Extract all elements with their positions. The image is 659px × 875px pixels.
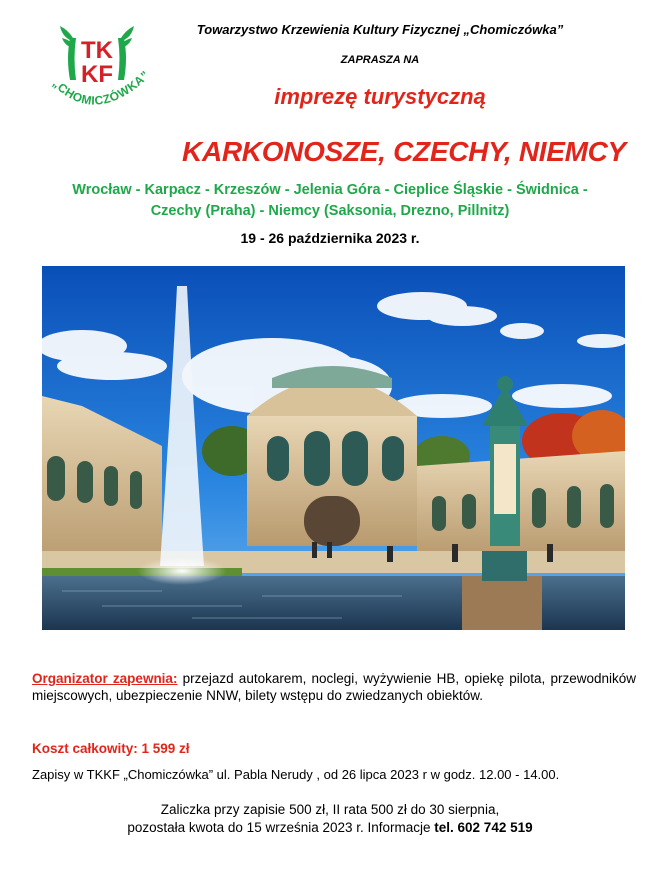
payment-line-2 bbox=[30, 819, 630, 837]
phone-number: tel. 602 742 519 bbox=[434, 820, 533, 835]
route-line-1: Wrocław - Karpacz - Krzeszów - Jelenia Góra - Cieplice Śląskie - Świdnica - bbox=[72, 182, 588, 198]
logo-letters-top: TK bbox=[81, 37, 113, 64]
logo-letters-bottom: KF bbox=[81, 61, 113, 88]
event-type: imprezę turystyczną bbox=[274, 84, 486, 109]
organizer-provides-text: przejazd autokarem, noclegi, wyżywienie HB, opiekę pilota, przewodników miejscowych, ubezpieczenie NNW, bilety wstępu do zwiedzanych obiektów. bbox=[32, 671, 636, 703]
total-cost: Koszt całkowity: 1 599 zł bbox=[32, 741, 190, 756]
organizer-provides-label: Organizator zapewnia: bbox=[32, 671, 178, 686]
route-line-2: Czechy (Praha) - Niemcy (Saksonia, Drezno, Pillnitz) bbox=[150, 203, 510, 219]
invites-label: ZAPRASZA NA bbox=[340, 54, 420, 66]
logo-arc-text: „CHOMICZÓWKA” bbox=[49, 67, 153, 108]
organizer-provides bbox=[32, 670, 636, 704]
payment-line-1: Zaliczka przy zapisie 500 zł, II rata 500 zł do 30 sierpnia, bbox=[160, 802, 500, 817]
payment-line-2-text: pozostała kwota do 15 września 2023 r. Informacje bbox=[127, 820, 435, 835]
signup-info: Zapisy w TKKF „Chomiczówka” ul. Pabla Nerudy , od 26 lipca 2023 r w godz. 12.00 - 14.00. bbox=[32, 767, 560, 782]
payment-info bbox=[30, 801, 630, 837]
organization-name: Towarzystwo Krzewienia Kultury Fizycznej „Chomiczówka” bbox=[196, 22, 564, 37]
route bbox=[30, 180, 630, 222]
zwinger-palace-fountain-photo bbox=[42, 266, 625, 630]
main-title: KARKONOSZE, CZECHY, NIEMCY bbox=[182, 136, 626, 167]
tkkf-logo bbox=[40, 18, 165, 128]
event-dates: 19 - 26 października 2023 r. bbox=[240, 230, 420, 246]
